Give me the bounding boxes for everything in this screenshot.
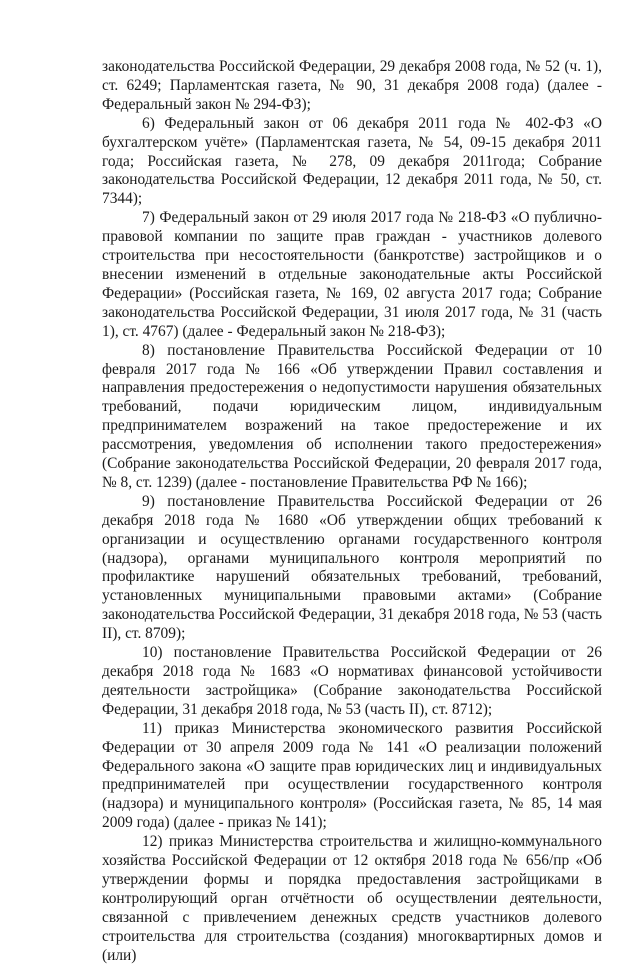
- list-item-6: 6) Федеральный закон от 06 декабря 2011 года № 402-ФЗ «О бухгалтерском учёте» (Парламентская газета, № 54, 09-15 декабря 2011 года; Российская газета, № 278, 09 декабря 2011года; Собрание законодательства Российской Федерации, 12 декабря 2011 года, № 50, ст. 7344);: [102, 114, 602, 208]
- list-item-8: 8) постановление Правительства Российской Федерации от 10 февраля 2017 года № 166 «Об утверждении Правил составления и направления предостережения о недопустимости нарушения обязательных требований, подачи юридическим лицом, индивидуальным предпринимателем возражений на такое предостережение и их рассмотрения, уведомления об исполнении такого предостережения» (Собрание законодательства Российской Федерации, 20 февраля 2017 года, № 8, ст. 1239) (далее - постановление Правительства РФ № 166);: [102, 341, 602, 491]
- list-item-9: 9) постановление Правительства Российской Федерации от 26 декабря 2018 года № 1680 «Об утверждении общих требований к организации и осуществлению органами государственного контроля (надзора), органами муниципального контроля мероприятий по профилактике нарушений обязательных требований, требований, установленных муниципальными правовыми актами» (Собрание законодательства Российской Федерации, 31 декабря 2018 года, № 53 (часть II), ст. 8709);: [102, 492, 602, 643]
- list-item-7: 7) Федеральный закон от 29 июля 2017 года № 218-ФЗ «О публично-правовой компании по защите прав граждан - участников долевого строительства при несостоятельности (банкротстве) застройщиков и о внесении изменений в отдельные законодательные акты Российской Федерации» (Российская газета, № 169, 02 августа 2017 года; Собрание законодательства Российской Федерации, 31 июля 2017 года, № 31 (часть 1), ст. 4767) (далее - Федеральный закон № 218-ФЗ);: [102, 209, 602, 340]
- list-item-10: 10) постановление Правительства Российской Федерации от 26 декабря 2018 года № 1683 «О нормативах финансовой устойчивости деятельности застройщика» (Собрание законодательства Российской Федерации, 31 декабря 2018 года, № 53 (часть II), ст. 8712);: [102, 644, 602, 718]
- document-body: [102, 58, 602, 966]
- list-item-11: 11) приказ Министерства экономического развития Российской Федерации от 30 апреля 2009 года № 141 «О реализации положений Федерального закона «О защите прав юридических лиц и индивидуальных предпринимателей при осуществлении государственного контроля (надзора) и муниципального контроля» (Российская газета, № 85, 14 мая 2009 года) (далее - приказ № 141);: [102, 719, 602, 832]
- paragraph-continuation: законодательства Российской Федерации, 29 декабря 2008 года, № 52 (ч. 1), ст. 6249; Парламентская газета, № 90, 31 декабря 2008 года) (далее - Федеральный закон № 294-ФЗ);: [102, 58, 602, 113]
- list-item-12: 12) приказ Министерства строительства и жилищно-коммунального хозяйства Российской Федерации от 12 октября 2018 года № 656/пр «Об утверждении формы и порядка предоставления застройщиками в контролирующий орган отчётности об осуществлении деятельности, связанной с привлечением денежных средств участников долевого строительства для строительства (создания) многоквартирных домов и (или): [102, 833, 602, 964]
